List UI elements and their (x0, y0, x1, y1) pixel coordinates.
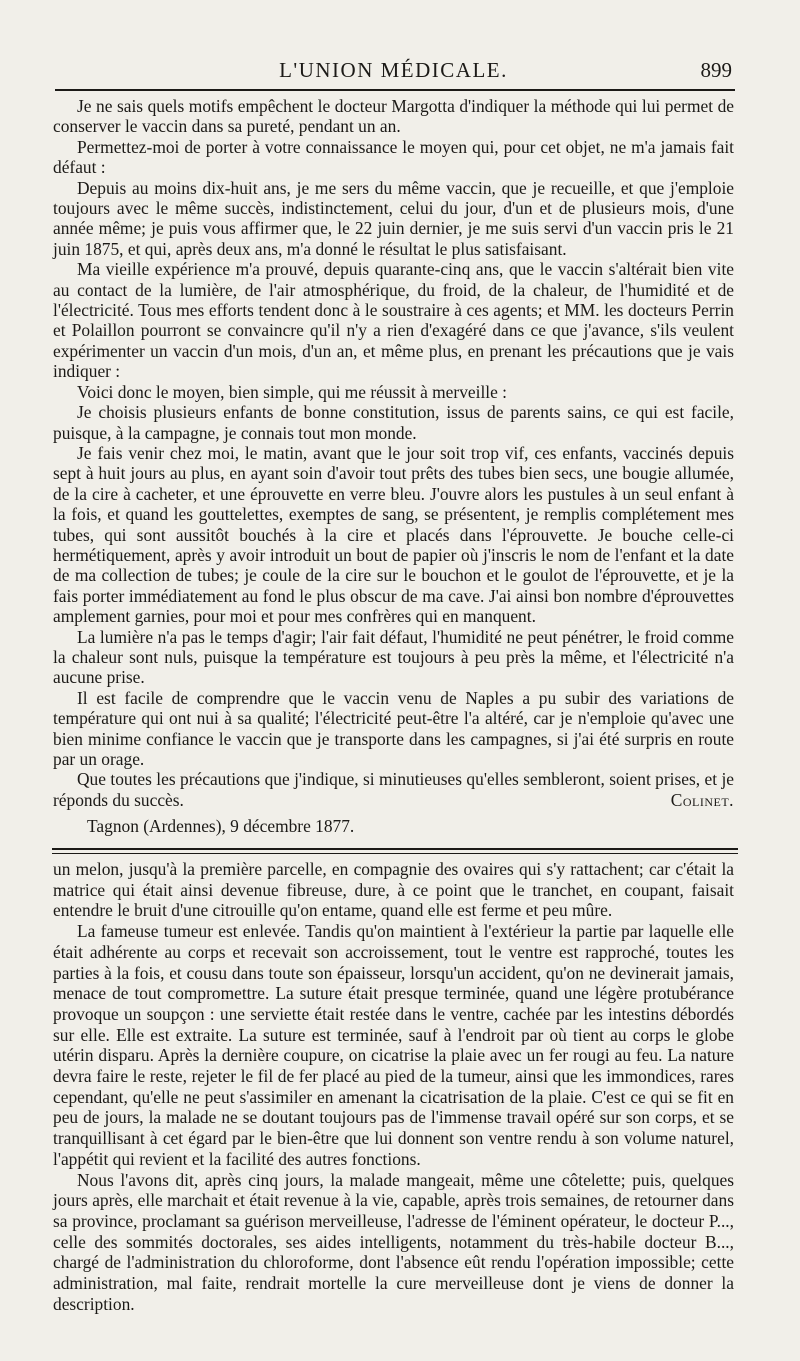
page-number: 899 (700, 58, 732, 82)
letter-paragraph: Il est facile de comprendre que le vaccin venu de Naples a pu subir des variations de température qui ont nui à sa qualité; l'électricité peut-être l'a altéré, car je n'emploie qu'avec une bien minime confiance le vaccin que je transporte dans les campagnes, si j'ai été surpris en route par un orage. (53, 687, 734, 769)
running-header (55, 52, 732, 88)
letter-paragraph: Ma vieille expérience m'a prouvé, depuis quarante-cinq ans, que le vaccin s'altérait bien vite au contact de la lumière, de l'air atmosphérique, du froid, de la chaleur, de l'humidité et de l'électricité. Tous mes efforts tendent donc à le soustraire à ces agents; et MM. les docteurs Perrin et Polaillon pourront se convaincre qu'il n'y a rien d'exagéré dans ce que j'avance, s'ils veulent expérimenter un vaccin d'un mois, d'un an, et même plus, en prenant les précautions que je vais indiquer : (53, 259, 734, 382)
feuilleton-rule (52, 848, 738, 850)
letter-paragraph: Permettez-moi de porter à votre connaissance le moyen qui, pour cet objet, ne m'a jamais fait défaut : (53, 136, 734, 178)
place-date: Tagnon (Ardennes), 9 décembre 1877. (87, 816, 355, 837)
letter-paragraph: Voici donc le moyen, bien simple, qui me réussit à merveille : (77, 381, 508, 402)
letter-paragraph: Je fais venir chez moi, le matin, avant que le jour soit trop vif, ces enfants, vaccinés depuis sept à huit jours au plus, en ayant soin d'avoir tout prêts des tubes bien secs, une bougie allumée, de la cire à cacheter, et une éprouvette en verre bleu. J'ouvre alors les pustules à un seul enfant à la fois, et quand les gouttelettes, exemptes de sang, se présentent, je remplis complétement mes tubes, qui sont aussitôt bouchés à la cire et placés dans l'éprouvette. Je bouche celle-ci hermétiquement, après y avoir introduit un bout de papier où j'inscris le nom de l'enfant et la date de ma collection de tubes; je coule de la cire sur le bouchon et le goulot de l'éprouvette, et je la fais porter immédiatement au fond le plus obscur de ma cave. J'ai ainsi bon nombre d'éprouvettes amplement garnies, pour moi et pour mes confrères qui en manquent. (53, 442, 734, 627)
feuilleton-rule-thin (52, 853, 738, 854)
feuilleton-paragraph: Nous l'avons dit, après cinq jours, la malade mangeait, même une côtelette; puis, quelques jours après, elle marchait et était revenue à la vie, capable, après trois semaines, de retourner dans sa province, proclamant sa guérison merveilleuse, l'adresse de l'éminent opérateur, le docteur P..., celle des sommités doctorales, ses aides intelligents, notamment du très-habile docteur B..., chargé de l'administration du chloroforme, dont l'absence eût rendu l'opération impossible; cette administration, mal faite, rendrait mortelle la cure merveilleuse dont je viens de donner la description. (53, 1169, 734, 1314)
feuilleton-paragraph: un melon, jusqu'à la première parcelle, en compagnie des ovaires qui s'y rattachent; car c'était la matrice qui était ainsi devenue fibreuse, dure, à ce point que le tranchet, en coupant, faisait entendre le bruit d'une citrouille qu'on entame, quand elle est ferme et peu mûre. (53, 859, 734, 921)
header-rule (55, 89, 735, 91)
letter-paragraph: Je choisis plusieurs enfants de bonne constitution, issus de parents sains, ce qui est facile, puisque, à la campagne, je connais tout mon monde. (53, 402, 734, 443)
feuilleton-section (53, 859, 734, 1314)
signature: Colinet. (670, 789, 734, 810)
closing-text: Que toutes les précautions que j'indique, si minutieuses qu'elles sembleront, soient prises, et je réponds du succès. (53, 769, 734, 810)
letter-section (53, 96, 734, 837)
letter-paragraph: Depuis au moins dix-huit ans, je me sers du même vaccin, que je recueille, et que j'emploie toujours avec le même succès, indistinctement, celui du jour, d'un et de plusieurs mois, d'une année même; je puis vous affirmer que, le 22 juin dernier, je me suis servi d'un vaccin pris le 21 juin 1875, et qui, après deux ans, m'a donné le résultat le plus satisfaisant. (53, 177, 734, 259)
letter-paragraph: La lumière n'a pas le temps d'agir; l'air fait défaut, l'humidité ne peut pénétrer, le froid comme la chaleur sont nuls, puisque la température est toujours à peu près la même, et l'électricité n'a aucune prise. (53, 626, 734, 688)
letter-paragraph: Je ne sais quels motifs empêchent le docteur Margotta d'indiquer la méthode qui lui permet de conserver le vaccin dans sa pureté, pendant un an. (53, 96, 734, 137)
journal-title: L'UNION MÉDICALE. (279, 58, 508, 82)
letter-closing (53, 769, 734, 810)
feuilleton-paragraph: La fameuse tumeur est enlevée. Tandis qu'on maintient à l'extérieur la partie par laquelle elle était adhérente au corps et recevait son accroissement, tout le ventre est rapproché, toutes les parties à la fois, et cousu dans toute son épaisseur, lorsqu'un accident, qu'on ne devinerait jamais, menace de tout compromettre. La suture était presque terminée, quand une légère protubérance provoque un soupçon : une serviette était restée dans le ventre, cachée par les intestins débordés sur elle. Elle est extraite. La suture est terminée, sauf à l'endroit par où tient au corps le globe utérin disparu. Après la dernière coupure, on cicatrise la plaie avec un fer rougi au feu. La nature devra faire le reste, rejeter le fil de fer placé au pied de la tumeur, ainsi que les immondices, rares cependant, qu'elle ne peut s'assimiler en amenant la cicatrisation de la plaie. C'est ce qui se fit en peu de jours, la malade ne se doutant toujours pas de l'immense travail opéré sur son corps, et se tranquillisant à cet égard par le bien-être que lui donnent son ventre rendu à son volume naturel, l'appétit qui revient et la facilité des autres fonctions. (53, 921, 734, 1169)
